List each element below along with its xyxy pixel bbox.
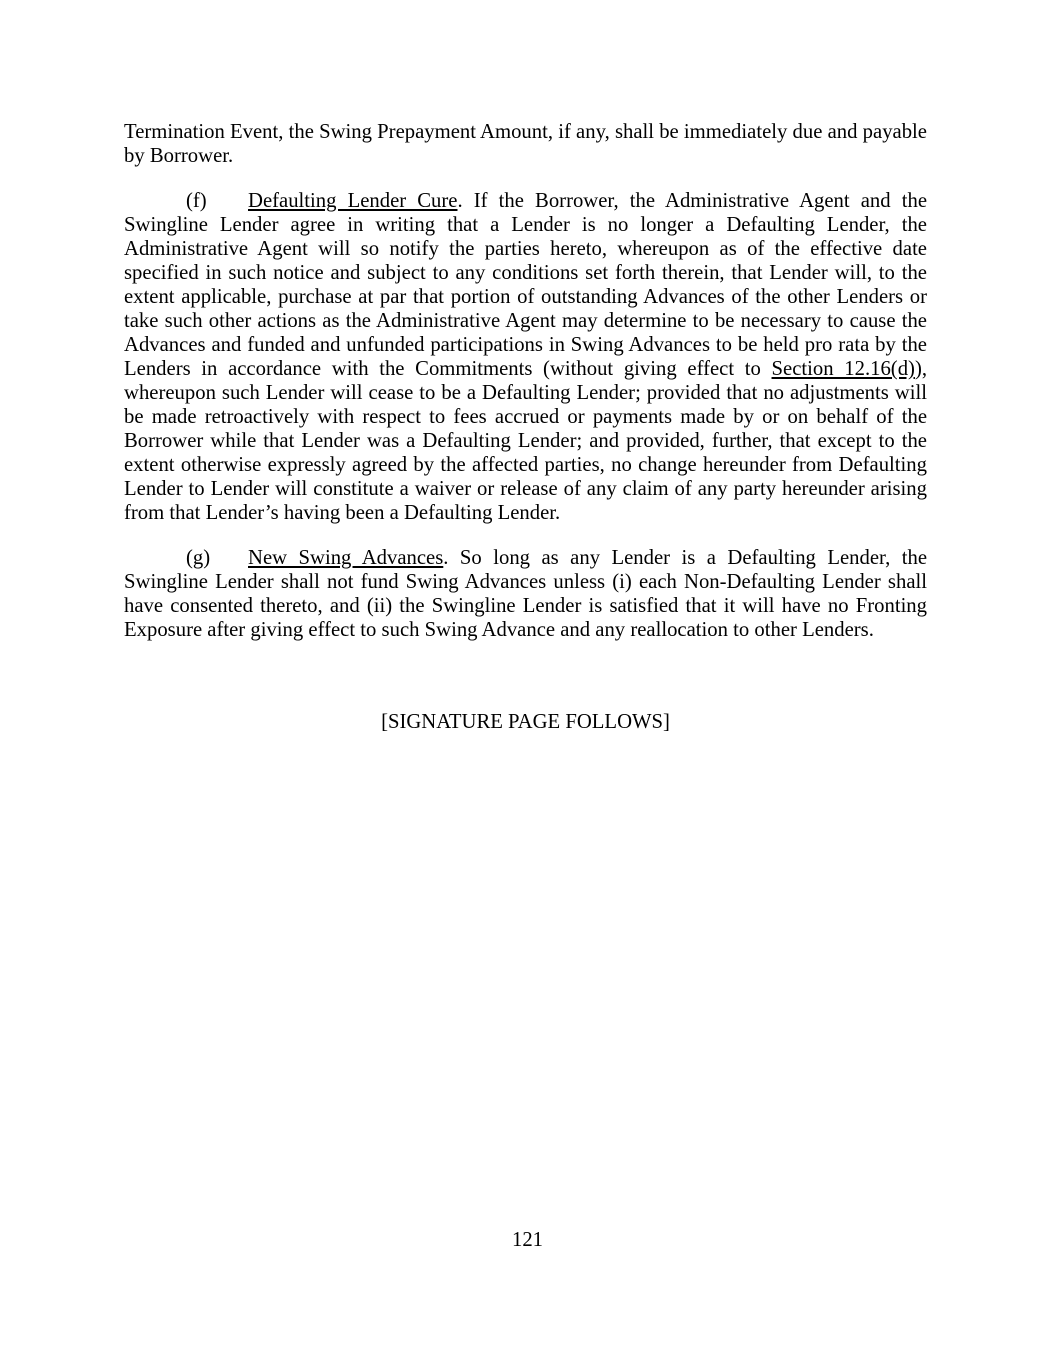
paragraph-g-heading: New Swing Advances xyxy=(248,547,444,569)
page-footer xyxy=(0,1228,1055,1252)
section-reference: Section 12.16(d) xyxy=(771,358,915,380)
paragraph-f-heading: Defaulting Lender Cure xyxy=(248,190,458,212)
paragraph-continuation: Termination Event, the Swing Prepayment Amount, if any, shall be immediately due and payable by Borrower. xyxy=(124,121,927,167)
signature-page-notice: [SIGNATURE PAGE FOLLOWS] xyxy=(381,711,670,733)
paragraph-f-text: . If the Borrower, the Administrative Agent and the Swingline Lender agree in writing that a Lender is no longer a Defaulting Lender, the Administrative Agent will so notify the parties hereto, whereupon as of the effective date specified in such notice and subject to any conditions set forth therein, that Lender will, to the extent applicable, purchase at par that portion of outstanding Advances of the other Lenders or take such other actions as the Administrative Agent may determine to be necessary to cause the Advances and funded and unfunded participations in Swing Advances to be held pro rata by the Lenders in accordance with the Commitments (without giving effect to xyxy=(124,190,927,380)
paragraph-g-letter: (g) xyxy=(186,547,211,569)
paragraph-g xyxy=(124,546,927,642)
paragraph-f-letter: (f) xyxy=(186,190,207,212)
page-body xyxy=(124,120,927,755)
paragraph-f xyxy=(124,189,927,525)
paragraph-g-text: . So long as any Lender is a Defaulting Lender, the Swingline Lender shall not fund Swing Advances unless (i) each Non-Defaulting Lender shall have consented thereto, and (ii) the Swingline Lender is satisfied that it will have no Fronting Exposure after giving effect to such Swing Advance and any reallocation to other Lenders. xyxy=(124,547,928,641)
paragraph-f-text-continued: ), whereupon such Lender will cease to be a Defaulting Lender; provided that no adjustments will be made retroactively with respect to fees accrued or payments made by or on behalf of the Borrower while that Lender was a Defaulting Lender; and provided, further, that except to the extent otherwise expressly agreed by the affected parties, no change hereunder from Defaulting Lender to Lender will constitute a waiver or release of any claim of any party hereunder arising from that Lender’s having been a Defaulting Lender. xyxy=(124,358,927,524)
page-number: 121 xyxy=(511,1229,544,1251)
